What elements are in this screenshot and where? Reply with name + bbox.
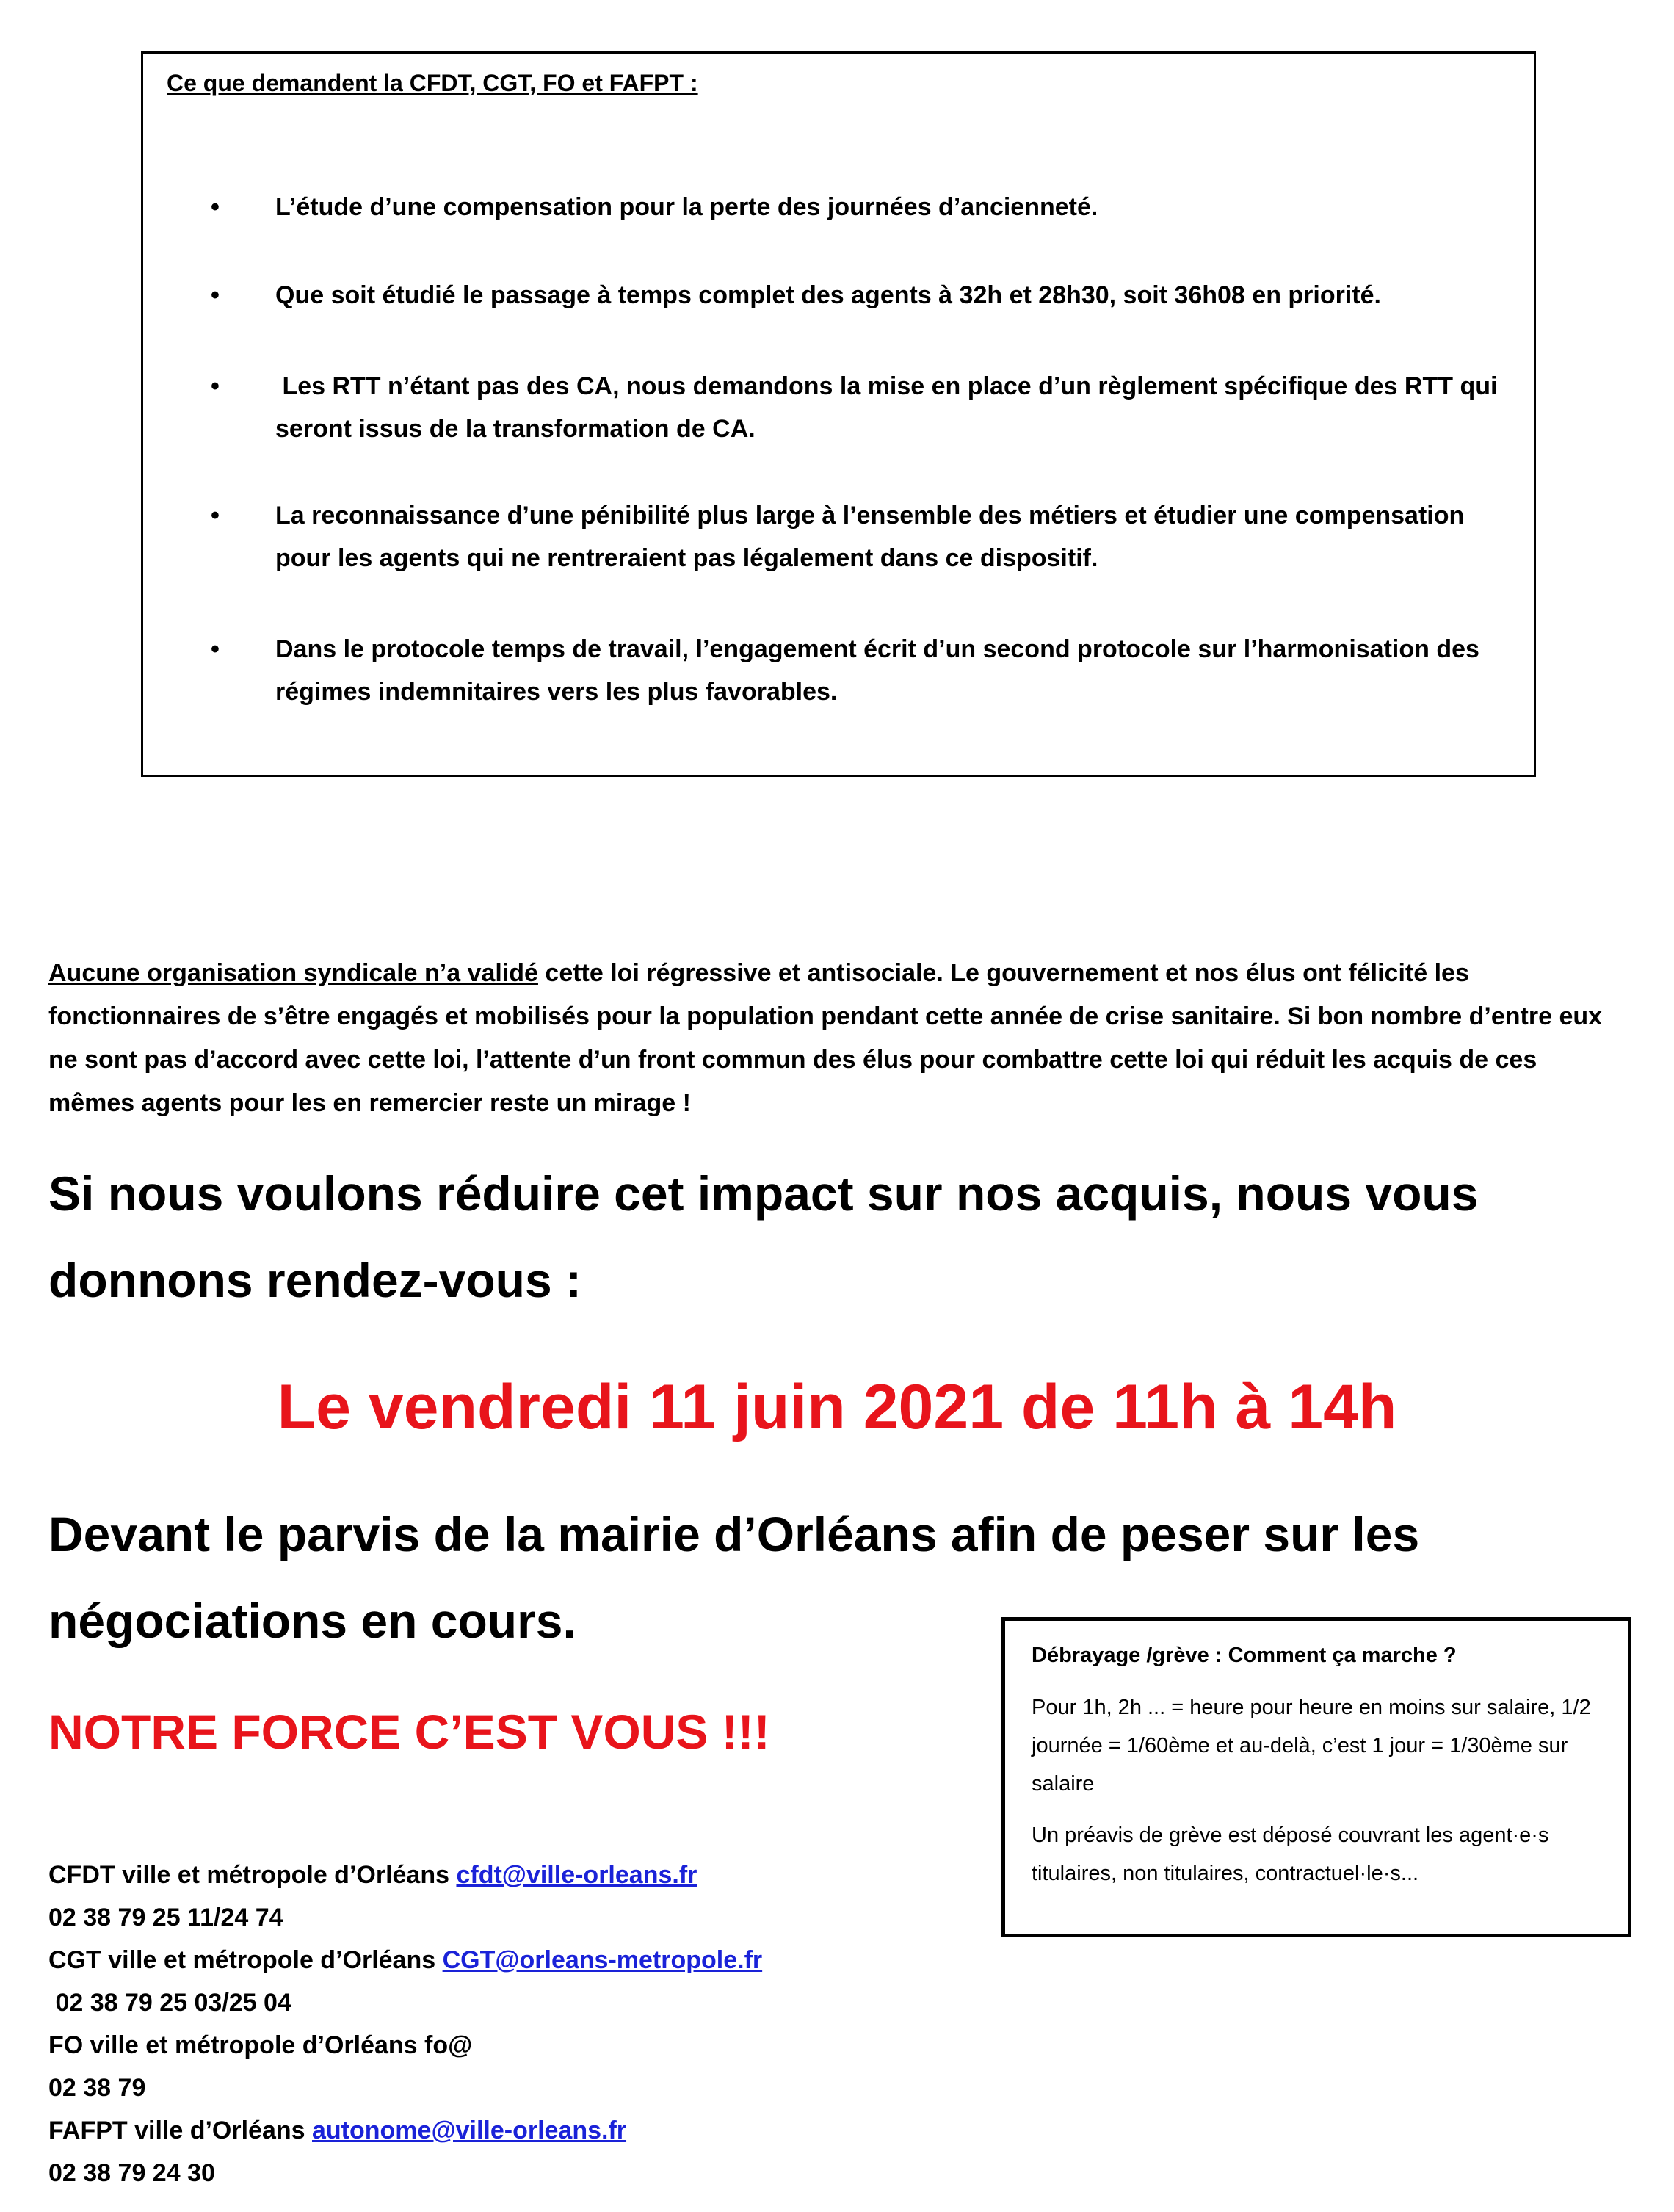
contact-org: FAFPT ville d’Orléans (48, 2117, 312, 2144)
contact-phone: 02 38 79 (48, 2074, 146, 2102)
contact-email-link[interactable]: CGT@orleans-metropole.fr (442, 1946, 763, 1974)
demand-item (211, 494, 1509, 579)
demand-text: L’étude d’une compensation pour la perte des journées d’ancienneté. (275, 193, 1098, 221)
contacts-list (48, 1854, 966, 2194)
bullet-icon: • (211, 502, 220, 529)
contact-org: CGT ville et métropole d’Orléans (48, 1946, 443, 1974)
intro-text: cette loi régressive et antisociale. Le gouvernement et nos élus ont félicité les fonctionnaires de s’être engagés et mobilisés pour la population pendant cette année de crise sanitaire. Si bon nombre d’entre eux ne sont pas d’accord avec cette loi, l’attente d’un front commun des élus pour combattre cette loi qui réduit les acquis de ces mêmes agents pour les en remercier reste un mirage ! (48, 959, 1603, 1117)
strike-info-box (1001, 1617, 1631, 1937)
event-date: Le vendredi 11 juin 2021 de 11h à 14h (277, 1372, 1397, 1442)
bullet-icon: • (211, 193, 220, 221)
contact-org: FO ville et métropole d’Orléans fo@ (48, 2031, 473, 2059)
demand-text: Dans le protocole temps de travail, l’engagement écrit d’un second protocole sur l’harmonisation des régimes indemnitaires vers les plus favorables. (275, 635, 1479, 706)
bullet-icon: • (211, 635, 220, 663)
headline-rendezvous: Si nous voulons réduire cet impact sur nos acquis, nous vous donnons rendez-vous : (48, 1166, 1479, 1307)
contact-phone: 02 38 79 25 03/25 04 (48, 1989, 291, 2017)
headline-location: Devant le parvis de la mairie d’Orléans afin de peser sur les négociations en cours. (48, 1507, 1420, 1648)
demands-title: Ce que demandent la CFDT, CGT, FO et FAFPT : (167, 70, 698, 96)
bullet-icon: • (211, 372, 220, 400)
demand-item (211, 628, 1509, 713)
demand-item (211, 274, 1509, 317)
demand-item (211, 365, 1509, 450)
contact-email-link[interactable]: autonome@ville-orleans.fr (312, 2117, 627, 2144)
intro-paragraph (48, 952, 1627, 1125)
strike-title: Débrayage /grève : Comment ça marche ? (1032, 1644, 1457, 1667)
contact-org-line (48, 2024, 966, 2067)
contact-phone: 02 38 79 24 30 (48, 2159, 215, 2187)
contact-org-line (48, 2109, 966, 2152)
bullet-icon: • (211, 281, 220, 309)
strike-paragraph-pay: Pour 1h, 2h ... = heure pour heure en moins sur salaire, 1/2 journée = 1/60ème et au-delà, c’est 1 jour = 1/30ème sur salaire (1032, 1696, 1591, 1796)
contact-org: CFDT ville et métropole d’Orléans (48, 1861, 457, 1889)
contact-org-line (48, 1939, 966, 1981)
intro-underlined: Aucune organisation syndicale n’a validé (48, 959, 538, 987)
demand-item (211, 186, 1509, 228)
slogan: NOTRE FORCE C’EST VOUS !!! (48, 1705, 770, 1759)
contact-email-link[interactable]: cfdt@ville-orleans.fr (456, 1861, 698, 1889)
demand-text: La reconnaissance d’une pénibilité plus large à l’ensemble des métiers et étudier une compensation pour les agents qui ne rentreraient pas légalement dans ce dispositif. (275, 502, 1465, 572)
demand-text: Les RTT n’étant pas des CA, nous demandons la mise en place d’un règlement spécifique des RTT qui seront issus de la transformation de CA. (275, 372, 1504, 443)
contact-org-line (48, 1854, 966, 1896)
demands-box (141, 51, 1536, 777)
strike-paragraph-notice: Un préavis de grève est déposé couvrant les agent·e·s titulaires, non titulaires, contractuel·le·s... (1032, 1824, 1549, 1885)
contact-phone: 02 38 79 25 11/24 74 (48, 1904, 283, 1931)
demand-text: Que soit étudié le passage à temps complet des agents à 32h et 28h30, soit 36h08 en priorité. (275, 281, 1381, 309)
